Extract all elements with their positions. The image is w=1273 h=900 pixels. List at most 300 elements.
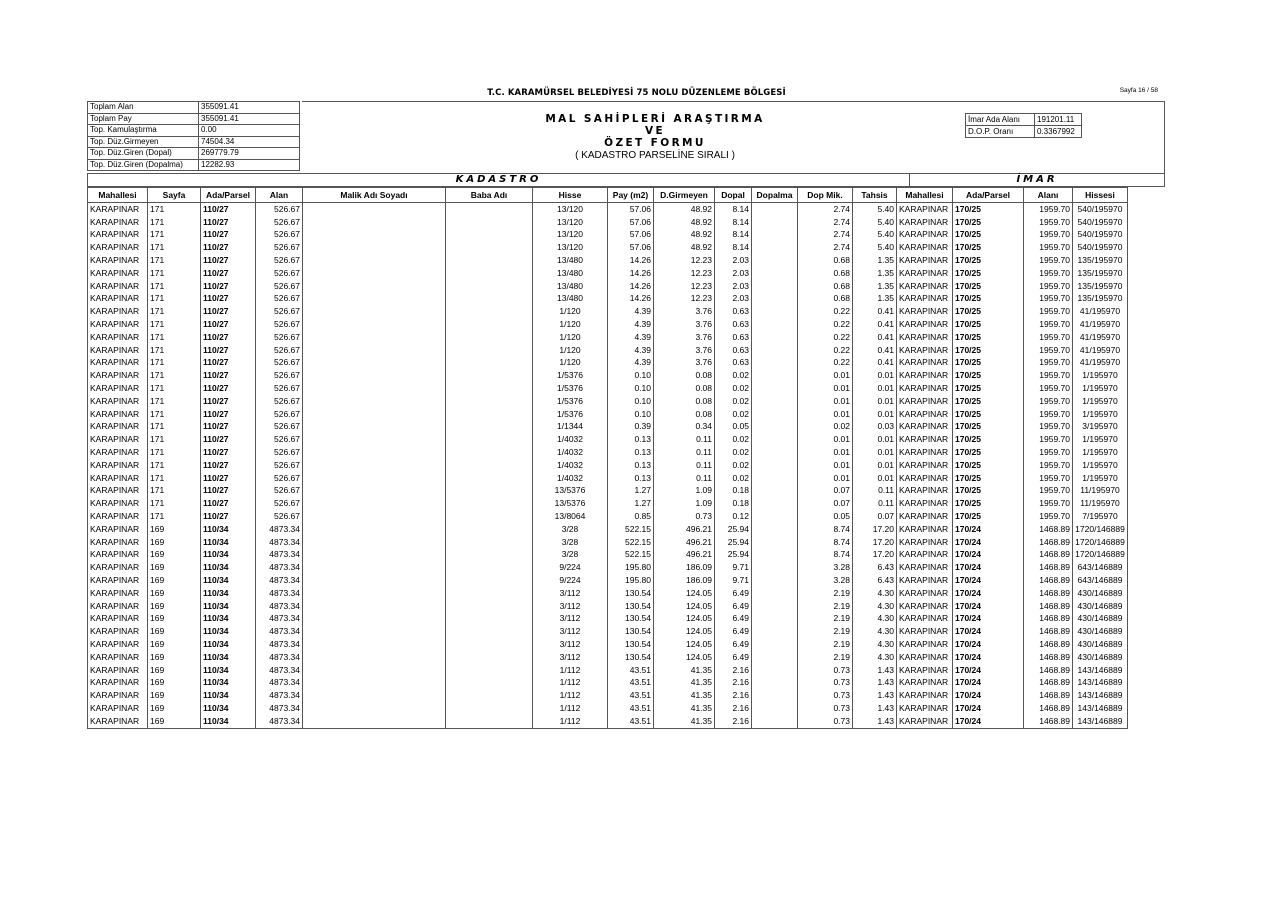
- cell-pay: 0.10: [608, 408, 654, 421]
- cell-pay: 4.39: [608, 318, 654, 331]
- cell-imar-alani: 1468.89: [1024, 536, 1073, 549]
- cell-tahsis: 0.11: [853, 485, 897, 498]
- table-row: [88, 587, 1128, 600]
- cell-malik: [303, 229, 446, 242]
- column-header-alan: Alan: [256, 188, 303, 203]
- cell-dopal: 8.14: [715, 241, 752, 254]
- cell-dopalma: [752, 344, 798, 357]
- cell-hissesi: 1/195970: [1073, 446, 1128, 459]
- cell-mahalle: KARAPINAR: [88, 241, 148, 254]
- cell-hisse: 9/224: [533, 574, 608, 587]
- cell-alan: 4873.34: [256, 561, 303, 574]
- cell-tahsis: 1.43: [853, 664, 897, 677]
- cell-ada-parsel: 110/34: [201, 587, 256, 600]
- cell-mahalle: KARAPINAR: [88, 715, 148, 728]
- cell-dopal: 0.63: [715, 331, 752, 344]
- cell-hissesi: 430/146889: [1073, 600, 1128, 613]
- summary-label: Top. Kamulaştırma: [88, 125, 199, 137]
- cell-mahalle: KARAPINAR: [88, 216, 148, 229]
- cell-hissesi: 430/146889: [1073, 613, 1128, 626]
- cell-dopalma: [752, 254, 798, 267]
- cell-imar-mahalle: KARAPINAR: [897, 702, 953, 715]
- cell-alan: 526.67: [256, 446, 303, 459]
- cell-pay: 130.54: [608, 587, 654, 600]
- table-row: [88, 625, 1128, 638]
- cell-tahsis: 4.30: [853, 638, 897, 651]
- cell-imar-mahalle: KARAPINAR: [897, 638, 953, 651]
- cell-imar-ada-parsel: 170/25: [953, 421, 1024, 434]
- cell-tahsis: 17.20: [853, 536, 897, 549]
- cell-dop-mik: 2.19: [798, 600, 853, 613]
- cell-pay: 57.06: [608, 203, 654, 216]
- summary-label: Toplam Alan: [88, 102, 199, 114]
- cell-imar-alani: 1959.70: [1024, 395, 1073, 408]
- cell-d-girmeyen: 0.11: [654, 459, 715, 472]
- cell-d-girmeyen: 48.92: [654, 216, 715, 229]
- cell-imar-mahalle: KARAPINAR: [897, 305, 953, 318]
- cell-hissesi: 135/195970: [1073, 293, 1128, 306]
- cell-hissesi: 41/195970: [1073, 305, 1128, 318]
- cell-sayfa: 169: [148, 689, 201, 702]
- cell-imar-alani: 1959.70: [1024, 331, 1073, 344]
- cell-dop-mik: 0.01: [798, 369, 853, 382]
- cell-imar-mahalle: KARAPINAR: [897, 446, 953, 459]
- cell-hisse: 3/112: [533, 625, 608, 638]
- cell-hissesi: 11/195970: [1073, 497, 1128, 510]
- cell-hissesi: 1/195970: [1073, 472, 1128, 485]
- cell-d-girmeyen: 41.35: [654, 664, 715, 677]
- cell-pay: 0.10: [608, 369, 654, 382]
- cell-pay: 130.54: [608, 600, 654, 613]
- cell-dop-mik: 2.19: [798, 625, 853, 638]
- cell-hisse: 1/112: [533, 676, 608, 689]
- cell-hisse: 13/480: [533, 293, 608, 306]
- cell-hisse: 1/5376: [533, 382, 608, 395]
- cell-hisse: 13/120: [533, 229, 608, 242]
- cell-imar-ada-parsel: 170/24: [953, 702, 1024, 715]
- cell-hissesi: 540/195970: [1073, 203, 1128, 216]
- cell-d-girmeyen: 3.76: [654, 344, 715, 357]
- cell-baba-adi: [446, 625, 533, 638]
- cell-alan: 526.67: [256, 510, 303, 523]
- cell-dop-mik: 8.74: [798, 549, 853, 562]
- cell-malik: [303, 561, 446, 574]
- cell-imar-alani: 1959.70: [1024, 382, 1073, 395]
- cell-dopalma: [752, 395, 798, 408]
- cell-imar-ada-parsel: 170/25: [953, 510, 1024, 523]
- cell-dopalma: [752, 651, 798, 664]
- cell-dopalma: [752, 613, 798, 626]
- cell-mahalle: KARAPINAR: [88, 305, 148, 318]
- cell-imar-ada-parsel: 170/24: [953, 523, 1024, 536]
- cell-ada-parsel: 110/27: [201, 382, 256, 395]
- summary-label: Top. Düz.Giren (Dopal): [88, 148, 199, 160]
- cell-baba-adi: [446, 613, 533, 626]
- summary-label: Top. Düz.Giren (Dopalma): [88, 159, 199, 171]
- cell-baba-adi: [446, 229, 533, 242]
- cell-imar-ada-parsel: 170/24: [953, 536, 1024, 549]
- cell-tahsis: 5.40: [853, 216, 897, 229]
- cell-mahalle: KARAPINAR: [88, 357, 148, 370]
- cell-imar-ada-parsel: 170/24: [953, 664, 1024, 677]
- cell-hissesi: 430/146889: [1073, 587, 1128, 600]
- cell-malik: [303, 651, 446, 664]
- cell-dopal: 0.02: [715, 433, 752, 446]
- cell-baba-adi: [446, 587, 533, 600]
- cell-alan: 4873.34: [256, 676, 303, 689]
- cell-imar-alani: 1468.89: [1024, 574, 1073, 587]
- cell-alan: 4873.34: [256, 600, 303, 613]
- cell-alan: 526.67: [256, 229, 303, 242]
- cell-sayfa: 171: [148, 369, 201, 382]
- cell-dopal: 0.12: [715, 510, 752, 523]
- cell-imar-ada-parsel: 170/25: [953, 408, 1024, 421]
- cell-pay: 57.06: [608, 229, 654, 242]
- cell-dop-mik: 0.73: [798, 715, 853, 728]
- cell-mahalle: KARAPINAR: [88, 485, 148, 498]
- cell-mahalle: KARAPINAR: [88, 638, 148, 651]
- column-header-hisse: Hisse: [533, 188, 608, 203]
- cell-hisse: 1/120: [533, 331, 608, 344]
- cell-alan: 526.67: [256, 305, 303, 318]
- cell-tahsis: 0.01: [853, 446, 897, 459]
- cell-imar-mahalle: KARAPINAR: [897, 561, 953, 574]
- cell-tahsis: 4.30: [853, 613, 897, 626]
- table-row: [88, 331, 1128, 344]
- cell-ada-parsel: 110/27: [201, 408, 256, 421]
- cell-ada-parsel: 110/27: [201, 446, 256, 459]
- cell-tahsis: 1.35: [853, 280, 897, 293]
- cell-dop-mik: 0.22: [798, 357, 853, 370]
- cell-hissesi: 135/195970: [1073, 267, 1128, 280]
- table-header-row: [88, 188, 1128, 203]
- cell-dopal: 9.71: [715, 561, 752, 574]
- cell-alan: 4873.34: [256, 715, 303, 728]
- cell-imar-mahalle: KARAPINAR: [897, 510, 953, 523]
- cell-pay: 522.15: [608, 523, 654, 536]
- cell-hisse: 13/480: [533, 267, 608, 280]
- cell-pay: 130.54: [608, 625, 654, 638]
- cell-hisse: 1/112: [533, 689, 608, 702]
- cell-dop-mik: 3.28: [798, 561, 853, 574]
- cell-hissesi: 3/195970: [1073, 421, 1128, 434]
- summary-value: 12282.93: [199, 159, 300, 171]
- cell-sayfa: 169: [148, 638, 201, 651]
- cell-dopal: 2.16: [715, 702, 752, 715]
- cell-hisse: 3/28: [533, 549, 608, 562]
- cell-imar-mahalle: KARAPINAR: [897, 651, 953, 664]
- table-row: [88, 651, 1128, 664]
- cell-alan: 526.67: [256, 293, 303, 306]
- cell-pay: 522.15: [608, 549, 654, 562]
- cell-malik: [303, 702, 446, 715]
- column-header-dopalma: Dopalma: [752, 188, 798, 203]
- cell-sayfa: 171: [148, 510, 201, 523]
- cell-imar-mahalle: KARAPINAR: [897, 536, 953, 549]
- cell-hissesi: 1720/146889: [1073, 549, 1128, 562]
- cell-baba-adi: [446, 254, 533, 267]
- table-row: [88, 497, 1128, 510]
- cell-hisse: 3/112: [533, 600, 608, 613]
- cell-ada-parsel: 110/34: [201, 561, 256, 574]
- cell-dopalma: [752, 382, 798, 395]
- cell-imar-alani: 1959.70: [1024, 485, 1073, 498]
- cell-d-girmeyen: 496.21: [654, 536, 715, 549]
- table-row: [88, 459, 1128, 472]
- cell-hisse: 1/120: [533, 357, 608, 370]
- cell-imar-alani: 1468.89: [1024, 676, 1073, 689]
- cell-hisse: 1/120: [533, 344, 608, 357]
- cell-malik: [303, 293, 446, 306]
- cell-malik: [303, 676, 446, 689]
- cell-sayfa: 169: [148, 561, 201, 574]
- page-number: Sayfa 16 / 58: [1119, 87, 1158, 94]
- cell-pay: 0.13: [608, 472, 654, 485]
- cell-pay: 130.54: [608, 638, 654, 651]
- cell-imar-ada-parsel: 170/25: [953, 497, 1024, 510]
- cell-tahsis: 0.01: [853, 395, 897, 408]
- cell-imar-alani: 1959.70: [1024, 369, 1073, 382]
- cell-sayfa: 171: [148, 485, 201, 498]
- cell-baba-adi: [446, 600, 533, 613]
- cell-imar-ada-parsel: 170/25: [953, 357, 1024, 370]
- cell-d-girmeyen: 496.21: [654, 549, 715, 562]
- cell-baba-adi: [446, 549, 533, 562]
- cell-pay: 43.51: [608, 689, 654, 702]
- cell-imar-mahalle: KARAPINAR: [897, 344, 953, 357]
- cell-pay: 4.39: [608, 357, 654, 370]
- form-title-line-3: ÖZET FORMU: [604, 137, 706, 149]
- cell-dopal: 2.16: [715, 664, 752, 677]
- cell-imar-mahalle: KARAPINAR: [897, 625, 953, 638]
- column-header-hissesi: Hissesi: [1073, 188, 1128, 203]
- cell-tahsis: 0.01: [853, 472, 897, 485]
- cell-d-girmeyen: 12.23: [654, 254, 715, 267]
- column-header-mahalle: Mahallesi: [88, 188, 148, 203]
- column-header-sayfa: Sayfa: [148, 188, 201, 203]
- cell-pay: 14.26: [608, 280, 654, 293]
- cell-mahalle: KARAPINAR: [88, 472, 148, 485]
- cell-malik: [303, 549, 446, 562]
- cell-tahsis: 0.01: [853, 369, 897, 382]
- cell-ada-parsel: 110/27: [201, 267, 256, 280]
- cell-dopalma: [752, 702, 798, 715]
- cell-dopal: 6.49: [715, 625, 752, 638]
- imar-section-header: İMAR: [909, 173, 1165, 187]
- cell-imar-alani: 1959.70: [1024, 510, 1073, 523]
- cell-sayfa: 171: [148, 446, 201, 459]
- cell-dopalma: [752, 676, 798, 689]
- cell-alan: 4873.34: [256, 587, 303, 600]
- cell-ada-parsel: 110/27: [201, 485, 256, 498]
- cell-alan: 4873.34: [256, 638, 303, 651]
- cell-malik: [303, 421, 446, 434]
- cell-tahsis: 4.30: [853, 587, 897, 600]
- cell-hisse: 1/112: [533, 715, 608, 728]
- summary-value: 269779.79: [199, 148, 300, 160]
- cell-pay: 0.10: [608, 395, 654, 408]
- cell-imar-ada-parsel: 170/25: [953, 203, 1024, 216]
- cell-sayfa: 169: [148, 625, 201, 638]
- column-header-imar-mahalle: Mahallesi: [897, 188, 953, 203]
- cell-dop-mik: 0.02: [798, 421, 853, 434]
- imar-info-value: 191201.11: [1035, 114, 1082, 126]
- cell-baba-adi: [446, 421, 533, 434]
- cell-sayfa: 171: [148, 331, 201, 344]
- cell-d-girmeyen: 3.76: [654, 331, 715, 344]
- cell-imar-alani: 1959.70: [1024, 357, 1073, 370]
- cell-hisse: 1/5376: [533, 369, 608, 382]
- cell-alan: 526.67: [256, 395, 303, 408]
- cell-pay: 43.51: [608, 702, 654, 715]
- cell-malik: [303, 344, 446, 357]
- cell-baba-adi: [446, 357, 533, 370]
- cell-dopalma: [752, 408, 798, 421]
- cell-baba-adi: [446, 485, 533, 498]
- cell-baba-adi: [446, 689, 533, 702]
- cell-malik: [303, 267, 446, 280]
- cell-dopal: 2.16: [715, 715, 752, 728]
- cell-baba-adi: [446, 433, 533, 446]
- table-row: [88, 638, 1128, 651]
- table-row: [88, 702, 1128, 715]
- cell-imar-mahalle: KARAPINAR: [897, 280, 953, 293]
- table-row: [88, 216, 1128, 229]
- table-row: [88, 357, 1128, 370]
- cell-dopalma: [752, 510, 798, 523]
- cell-ada-parsel: 110/34: [201, 536, 256, 549]
- cell-imar-mahalle: KARAPINAR: [897, 382, 953, 395]
- table-row: [88, 344, 1128, 357]
- cell-d-girmeyen: 124.05: [654, 600, 715, 613]
- cell-baba-adi: [446, 305, 533, 318]
- table-row: [88, 689, 1128, 702]
- cell-mahalle: KARAPINAR: [88, 523, 148, 536]
- cell-hissesi: 1720/146889: [1073, 536, 1128, 549]
- cell-tahsis: 0.41: [853, 357, 897, 370]
- cell-alan: 526.67: [256, 497, 303, 510]
- cell-imar-mahalle: KARAPINAR: [897, 421, 953, 434]
- form-title: [302, 113, 1008, 149]
- column-header-imar-alani: Alanı: [1024, 188, 1073, 203]
- cell-d-girmeyen: 3.76: [654, 357, 715, 370]
- cell-malik: [303, 382, 446, 395]
- cell-dopal: 6.49: [715, 587, 752, 600]
- cell-hisse: 3/28: [533, 523, 608, 536]
- cell-malik: [303, 600, 446, 613]
- cell-d-girmeyen: 48.92: [654, 203, 715, 216]
- cell-dopal: 0.63: [715, 305, 752, 318]
- cell-pay: 4.39: [608, 331, 654, 344]
- cell-imar-alani: 1959.70: [1024, 241, 1073, 254]
- cell-baba-adi: [446, 331, 533, 344]
- cell-hissesi: 1720/146889: [1073, 523, 1128, 536]
- cell-ada-parsel: 110/27: [201, 216, 256, 229]
- cell-mahalle: KARAPINAR: [88, 408, 148, 421]
- cell-alan: 4873.34: [256, 536, 303, 549]
- cell-ada-parsel: 110/27: [201, 497, 256, 510]
- cell-imar-ada-parsel: 170/24: [953, 625, 1024, 638]
- cell-alan: 4873.34: [256, 651, 303, 664]
- cell-baba-adi: [446, 497, 533, 510]
- cell-dop-mik: 0.01: [798, 472, 853, 485]
- cell-hisse: 1/4032: [533, 472, 608, 485]
- cell-d-girmeyen: 0.11: [654, 433, 715, 446]
- cell-alan: 526.67: [256, 318, 303, 331]
- cell-tahsis: 5.40: [853, 241, 897, 254]
- cell-d-girmeyen: 41.35: [654, 715, 715, 728]
- cell-ada-parsel: 110/27: [201, 395, 256, 408]
- table-row: [88, 305, 1128, 318]
- cell-imar-alani: 1468.89: [1024, 625, 1073, 638]
- cell-imar-ada-parsel: 170/24: [953, 613, 1024, 626]
- cell-imar-ada-parsel: 170/24: [953, 587, 1024, 600]
- cell-alan: 526.67: [256, 280, 303, 293]
- cell-d-girmeyen: 12.23: [654, 293, 715, 306]
- cell-d-girmeyen: 41.35: [654, 676, 715, 689]
- cell-mahalle: KARAPINAR: [88, 318, 148, 331]
- cell-imar-mahalle: KARAPINAR: [897, 254, 953, 267]
- cell-imar-ada-parsel: 170/24: [953, 689, 1024, 702]
- cell-malik: [303, 395, 446, 408]
- cell-dopal: 25.94: [715, 536, 752, 549]
- cell-imar-ada-parsel: 170/25: [953, 229, 1024, 242]
- cell-sayfa: 171: [148, 305, 201, 318]
- cell-alan: 526.67: [256, 485, 303, 498]
- cell-dopalma: [752, 497, 798, 510]
- cell-dopalma: [752, 600, 798, 613]
- cell-malik: [303, 625, 446, 638]
- cell-dop-mik: 0.01: [798, 446, 853, 459]
- cell-mahalle: KARAPINAR: [88, 676, 148, 689]
- cell-pay: 57.06: [608, 216, 654, 229]
- cell-sayfa: 169: [148, 574, 201, 587]
- cell-malik: [303, 485, 446, 498]
- table-row: [88, 241, 1128, 254]
- cell-ada-parsel: 110/34: [201, 549, 256, 562]
- cell-baba-adi: [446, 638, 533, 651]
- table-row: [88, 446, 1128, 459]
- cell-imar-ada-parsel: 170/25: [953, 293, 1024, 306]
- cell-sayfa: 171: [148, 472, 201, 485]
- cell-hissesi: 143/146889: [1073, 715, 1128, 728]
- cell-dopal: 2.03: [715, 280, 752, 293]
- cell-ada-parsel: 110/27: [201, 421, 256, 434]
- cell-hissesi: 7/195970: [1073, 510, 1128, 523]
- cell-alan: 526.67: [256, 216, 303, 229]
- cell-dop-mik: 0.68: [798, 254, 853, 267]
- cell-dop-mik: 2.74: [798, 229, 853, 242]
- cell-hissesi: 540/195970: [1073, 216, 1128, 229]
- cell-ada-parsel: 110/27: [201, 344, 256, 357]
- cell-dopal: 0.02: [715, 459, 752, 472]
- cell-mahalle: KARAPINAR: [88, 421, 148, 434]
- cell-dopalma: [752, 664, 798, 677]
- cell-ada-parsel: 110/34: [201, 702, 256, 715]
- cell-imar-alani: 1468.89: [1024, 702, 1073, 715]
- cell-baba-adi: [446, 293, 533, 306]
- cell-malik: [303, 689, 446, 702]
- cell-imar-ada-parsel: 170/25: [953, 331, 1024, 344]
- cell-alan: 526.67: [256, 472, 303, 485]
- cell-sayfa: 171: [148, 497, 201, 510]
- page-title: T.C. KARAMÜRSEL BELEDİYESİ 75 NOLU DÜZENLEME BÖLGESİ: [487, 88, 786, 98]
- cell-mahalle: KARAPINAR: [88, 702, 148, 715]
- cell-dopal: 0.02: [715, 446, 752, 459]
- summary-label: Top. Düz.Girmeyen: [88, 136, 199, 148]
- summary-label: Toplam Pay: [88, 113, 199, 125]
- cell-imar-alani: 1959.70: [1024, 267, 1073, 280]
